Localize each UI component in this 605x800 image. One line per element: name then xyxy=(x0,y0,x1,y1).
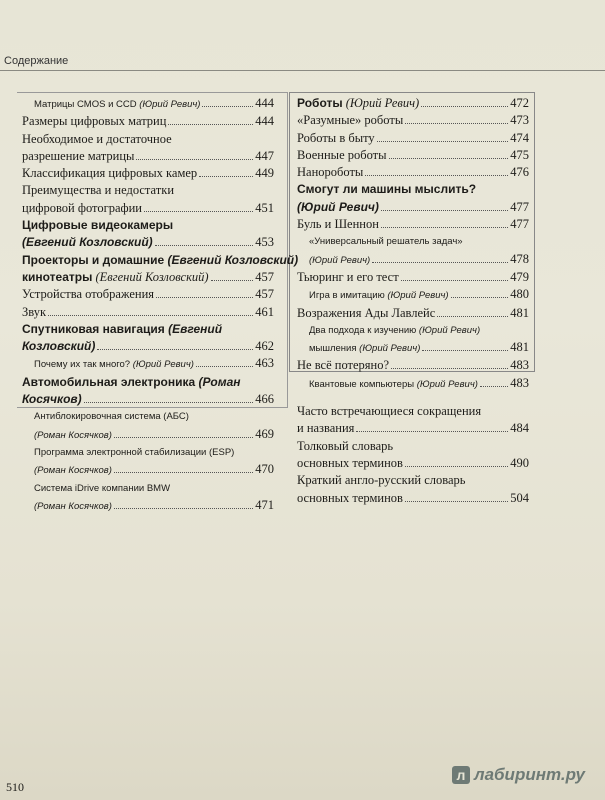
dot-leader xyxy=(381,227,508,228)
toc-page-number: 477 xyxy=(510,217,529,232)
toc-page-number: 444 xyxy=(255,114,274,129)
toc-page-number: 453 xyxy=(255,235,274,250)
dot-leader xyxy=(144,211,253,212)
dot-leader xyxy=(114,437,253,438)
toc-page-number: 490 xyxy=(510,455,529,470)
toc-entry-title: Буль и Шеннон xyxy=(297,217,379,232)
toc-entry-title: цифровой фотографии xyxy=(22,200,142,215)
dot-leader xyxy=(97,349,253,350)
page-number: 510 xyxy=(6,780,24,794)
toc-entry-title: Почему их так много? xyxy=(34,359,131,371)
toc-entry-title-text: Автомобильная электроника xyxy=(22,374,196,389)
toc-page-number: 473 xyxy=(510,113,529,128)
toc-entry[interactable] xyxy=(22,113,274,130)
toc-entry-title: Тьюринг и его тест xyxy=(297,269,399,284)
watermark-text: лабиринт.ру xyxy=(474,765,585,784)
toc-entry-title: Игра в имитацию xyxy=(309,290,385,302)
toc-entry[interactable] xyxy=(297,147,529,164)
toc-entry-author: (Юрий Ревич) xyxy=(359,343,421,355)
toc-entry-title xyxy=(22,321,274,338)
dot-leader xyxy=(365,175,508,176)
toc-entry-title: Антиблокировочная система (АБС) xyxy=(34,411,189,423)
toc-page-number: 477 xyxy=(510,199,529,214)
toc-entry[interactable] xyxy=(22,182,274,217)
toc-page-number: 449 xyxy=(255,166,274,181)
toc-page-number: 444 xyxy=(255,96,274,110)
toc-page-number: 471 xyxy=(255,497,274,512)
toc-entry[interactable] xyxy=(297,375,529,393)
toc-entry-author: (Юрий Ревич) xyxy=(416,378,478,390)
toc-entry[interactable] xyxy=(297,130,529,147)
toc-entry-author: (Юрий Ревич) xyxy=(297,199,379,214)
toc-entry[interactable] xyxy=(22,165,274,182)
toc-page-number: 461 xyxy=(255,304,274,319)
toc-page-number: 478 xyxy=(510,251,529,266)
toc-page-number: 457 xyxy=(255,269,274,284)
toc-entry-title: Классификация цифровых камер xyxy=(22,166,198,181)
toc-entry[interactable] xyxy=(22,408,274,444)
dot-leader xyxy=(422,350,508,351)
toc-entry-author: (Евгений Козловский) xyxy=(95,269,209,284)
toc-entry-title: Толковый словарь xyxy=(297,438,394,453)
toc-page-number: 472 xyxy=(510,96,529,110)
toc-entry[interactable] xyxy=(22,252,299,287)
toc-entry-author: (Евгений Козловский) xyxy=(22,235,153,250)
dot-leader xyxy=(377,141,509,142)
dot-leader xyxy=(405,123,508,124)
toc-entry-title xyxy=(22,252,299,269)
toc-entry[interactable] xyxy=(297,472,529,507)
toc-page-number: 474 xyxy=(510,130,529,145)
dot-leader xyxy=(155,245,254,246)
toc-entry[interactable] xyxy=(22,95,274,113)
toc-entry-title: Матрицы CMOS и CCD xyxy=(34,99,137,110)
toc-entry-title xyxy=(309,322,529,339)
running-header: Содержание xyxy=(4,55,69,67)
toc-entry-author: Косячков) xyxy=(22,392,82,407)
section-gap xyxy=(297,393,529,403)
toc-entry-title-text: Два подхода к изучению xyxy=(309,324,417,336)
dot-leader xyxy=(356,431,508,432)
toc-entry[interactable] xyxy=(297,233,529,269)
toc-page-number: 463 xyxy=(255,356,274,371)
dot-leader xyxy=(199,176,253,177)
toc-page-number: 481 xyxy=(510,305,529,320)
toc-entry-title: Краткий англо-русский словарь xyxy=(297,473,466,488)
dot-leader xyxy=(196,366,253,367)
toc-entry-author: (Юрий Ревич) xyxy=(387,290,449,302)
dot-leader xyxy=(372,262,508,263)
toc-left-column xyxy=(22,95,299,515)
toc-entry[interactable] xyxy=(22,444,274,480)
toc-entry-title: мышления xyxy=(309,343,357,355)
toc-entry-author: Козловский) xyxy=(22,339,96,354)
dot-leader xyxy=(391,368,508,369)
toc-entry-title: Часто встречающиеся сокращения xyxy=(297,404,482,419)
toc-entry-title: Размеры цифровых матриц xyxy=(22,114,167,129)
toc-entry-title: Не всё потеряно? xyxy=(297,358,390,373)
toc-entry-title: «Универсальный решатель задач» xyxy=(309,236,463,248)
labirint-logo-icon: л xyxy=(452,766,470,784)
toc-entry[interactable] xyxy=(22,304,274,321)
toc-page-number: 484 xyxy=(510,421,529,436)
dot-leader xyxy=(480,386,508,387)
toc-entry-author: (Юрий Ревич) xyxy=(139,99,201,110)
toc-entry-title: и названия xyxy=(297,421,355,436)
toc-entry-title: Военные роботы xyxy=(297,147,387,162)
toc-entry[interactable] xyxy=(297,95,529,112)
watermark xyxy=(452,765,585,785)
toc-entry-author: (Юрий Ревич) xyxy=(345,96,420,110)
toc-entry-title: Система iDrive компании BMW xyxy=(34,482,171,494)
toc-entry-author: (Роман xyxy=(198,374,241,389)
toc-entry[interactable] xyxy=(297,357,529,374)
dot-leader xyxy=(405,466,508,467)
toc-page-number: 447 xyxy=(255,148,274,163)
toc-entry[interactable] xyxy=(22,131,274,166)
toc-entry-title-text: Проекторы и домашние xyxy=(22,252,165,267)
toc-page-number: 462 xyxy=(255,339,274,354)
toc-page-number: 480 xyxy=(510,287,529,302)
dot-leader xyxy=(156,297,253,298)
toc-entry-title-text: Спутниковая навигация xyxy=(22,321,165,336)
toc-entry[interactable] xyxy=(297,181,529,216)
toc-entry[interactable] xyxy=(297,438,529,473)
toc-page-number: 476 xyxy=(510,165,529,180)
toc-page-number: 479 xyxy=(510,269,529,284)
toc-page-number: 457 xyxy=(255,287,274,302)
toc-entry-title: Устройства отображения xyxy=(22,287,155,302)
toc-entry[interactable] xyxy=(297,112,529,129)
toc-page-number: 483 xyxy=(510,358,529,373)
toc-page-number: 470 xyxy=(255,462,274,477)
toc-entry-title: Смогут ли машины мыслить? xyxy=(297,182,477,197)
toc-entry-title: основных терминов xyxy=(297,490,403,505)
toc-entry[interactable] xyxy=(297,164,529,181)
toc-entry-title: разрешение матрицы xyxy=(22,148,135,163)
toc-entry-title: Нанороботы xyxy=(297,165,364,180)
dot-leader xyxy=(451,297,509,298)
dot-leader xyxy=(401,280,509,281)
toc-entry-author: (Евгений Козловский) xyxy=(167,252,299,267)
toc-page-number: 504 xyxy=(510,490,529,505)
toc-entry-author: (Роман Косячков) xyxy=(34,429,112,441)
dot-leader xyxy=(421,106,508,107)
toc-entry[interactable] xyxy=(297,305,529,322)
toc-entry-author: (Юрий Ревич) xyxy=(309,254,371,266)
toc-entry[interactable] xyxy=(297,286,529,304)
toc-entry[interactable] xyxy=(22,286,274,303)
dot-leader xyxy=(381,210,508,211)
toc-entry-author: (Юрий Ревич) xyxy=(418,324,481,336)
toc-page-number: 466 xyxy=(255,392,274,407)
toc-entry-title: Роботы xyxy=(297,96,343,110)
toc-page-number: 475 xyxy=(510,147,529,162)
toc-right-column xyxy=(297,95,529,507)
toc-entry-title: кинотеатры xyxy=(22,269,93,284)
toc-entry[interactable] xyxy=(297,322,529,358)
toc-page-number: 481 xyxy=(510,340,529,355)
dot-leader xyxy=(168,124,253,125)
toc-entry[interactable] xyxy=(297,269,529,286)
toc-entry-title: Роботы в быту xyxy=(297,130,375,145)
dot-leader xyxy=(389,158,509,159)
toc-entry-title: Программа электронной стабилизации (ESP) xyxy=(34,446,235,458)
toc-page-number: 451 xyxy=(255,200,274,215)
toc-entry[interactable] xyxy=(22,321,274,356)
toc-entry[interactable] xyxy=(297,216,529,233)
dot-leader xyxy=(211,280,254,281)
toc-entry-author: (Евгений xyxy=(168,321,223,336)
toc-entry-title: Возражения Ады Лавлейс xyxy=(297,305,436,320)
toc-entry-title: Квантовые компьютеры xyxy=(309,378,415,390)
dot-leader xyxy=(48,315,253,316)
toc-entry-title: Необходимое и достаточное xyxy=(22,131,172,146)
dot-leader xyxy=(114,508,253,509)
toc-entry-title: Цифровые видеокамеры xyxy=(22,218,174,233)
toc-entry-title xyxy=(22,374,274,391)
toc-entry-title: «Разумные» роботы xyxy=(297,113,404,128)
toc-entry-title: Преимущества и недостатки xyxy=(22,183,175,198)
toc-entry-author: (Юрий Ревич) xyxy=(132,359,194,371)
toc-entry[interactable] xyxy=(22,374,274,409)
toc-entry-author: (Роман Косячков) xyxy=(34,465,112,477)
dot-leader xyxy=(136,159,253,160)
toc-entry[interactable] xyxy=(22,217,274,252)
toc-entry[interactable] xyxy=(297,403,529,438)
dot-leader xyxy=(202,106,253,107)
toc-page-number: 469 xyxy=(255,426,274,441)
dot-leader xyxy=(437,316,508,317)
dot-leader xyxy=(114,472,253,473)
dot-leader xyxy=(84,402,254,403)
toc-entry-author: (Роман Косячков) xyxy=(34,500,112,512)
dot-leader xyxy=(405,501,508,502)
toc-page-number: 483 xyxy=(510,375,529,390)
toc-entry-title: основных терминов xyxy=(297,455,403,470)
header-rule xyxy=(0,70,605,71)
toc-entry[interactable] xyxy=(22,480,274,516)
toc-entry-title: Звук xyxy=(22,304,47,319)
toc-entry[interactable] xyxy=(22,355,274,373)
